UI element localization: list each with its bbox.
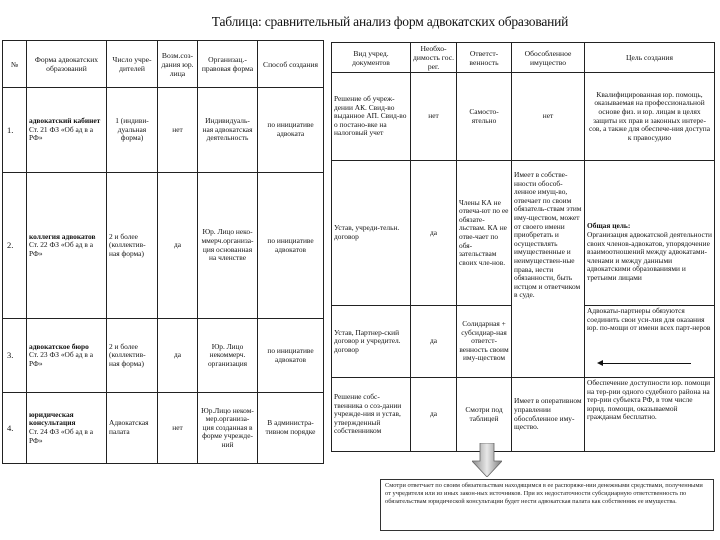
table-row bbox=[3, 393, 324, 464]
goal-common-text: Организация адвокатской деятельности своих членов-адвокатов, упорядочение взаимоотношений между адвокатами-членами и между данными адвокатскими образованиями и третьими лицами bbox=[587, 230, 712, 282]
row-num: 2. bbox=[3, 173, 27, 319]
row-num: 3. bbox=[3, 319, 27, 393]
form-cell bbox=[27, 393, 107, 464]
table-row bbox=[332, 161, 715, 306]
method-cell: В администра-тивном порядке bbox=[258, 393, 324, 464]
header-property: Обособленное имущество bbox=[512, 43, 585, 73]
property-cell: Имеет в собстве-нности обособ-ленное имущ-во, отвечает по своим обязатель-ствам этим иму-ществом, может от своего имени приобретать и осуществлять имущественные и неимуществен-ные права, нести обязанности, быть истцом и ответчиком в суде. bbox=[512, 161, 585, 378]
goal-cell: Обеспечение доступности юр. помощи на тер-рии одного судебного района на тер-рии субъекта РФ, в том числе юрид. помощи, оказываемой гражданам бесплатно. bbox=[585, 378, 715, 452]
org-form-cell: Юр. Лицо неко-ммерч.организа-ция основанная на членстве bbox=[198, 173, 258, 319]
method-cell: по инициативе адвоката bbox=[258, 88, 324, 173]
arrow-down-icon bbox=[472, 443, 502, 477]
registration-cell: нет bbox=[411, 73, 457, 161]
table-row bbox=[3, 319, 324, 393]
header-legal-entity: Возм.соз-дания юр. лица bbox=[158, 41, 198, 88]
table-row bbox=[332, 73, 715, 161]
header-registration: Необхо-димость гос. рег. bbox=[411, 43, 457, 73]
property-cell: Имеет в оперативном управлении обособленное иму-щество. bbox=[512, 378, 585, 452]
left-comparison-table bbox=[2, 40, 324, 464]
page-title: Таблица: сравнительный анализ форм адвокатских образований bbox=[211, 14, 569, 29]
documents-cell: Устав, учреди-тельн. договор bbox=[332, 161, 411, 306]
form-cell bbox=[27, 319, 107, 393]
goal-common-title: Общая цель: bbox=[587, 221, 631, 231]
row-num: 4. bbox=[3, 393, 27, 464]
documents-cell: Решение об учреж-дении АК. Свид-во выданное АП. Свид-во о постано-вке на налоговый учет bbox=[332, 73, 411, 161]
responsibility-cell: Смотри под таблицей bbox=[457, 378, 512, 452]
right-header-row bbox=[332, 43, 715, 73]
org-form-cell: Юр.Лицо неком-мер.организа-ция созданная в форме учрежде-ний bbox=[198, 393, 258, 464]
legal-entity-cell: нет bbox=[158, 393, 198, 464]
org-form-cell: Юр. Лицо некоммерч. организация bbox=[198, 319, 258, 393]
right-comparison-table bbox=[331, 42, 715, 452]
form-cell bbox=[27, 88, 107, 173]
header-num: № bbox=[3, 41, 27, 88]
goal-cell bbox=[585, 161, 715, 306]
org-form-cell: Индивидуаль-ная адвокатская деятельность bbox=[198, 88, 258, 173]
registration-cell: да bbox=[411, 306, 457, 378]
responsibility-cell: Солидарная + субсидиар-ная ответст-венность своим иму-ществом bbox=[457, 306, 512, 378]
form-name: адвокатское бюро bbox=[29, 341, 89, 351]
property-cell: нет bbox=[512, 73, 585, 161]
founders-cell: 2 и более (коллектив-ная форма) bbox=[107, 173, 158, 319]
header-form: Форма адвокатских образований bbox=[27, 41, 107, 88]
documents-cell: Решение собс-твенника о соз-дании учрежде-ния и устав, утвержденный собственником bbox=[332, 378, 411, 452]
form-name: коллегия адвокатов bbox=[29, 231, 96, 241]
footnote: Смотри ответчает по своим обязательствам находящимся в ее распоряже-нии денежными средствами, полученными от учредителя или из иных закон-ных источников. При их недостаточности субсидиарную ответственность по обязательствам юридической консультации будет нести адвокатская палата как собственник ее имущества. bbox=[380, 479, 714, 531]
documents-cell: Устав, Партнер-ский договор и учредител. договор bbox=[332, 306, 411, 378]
form-law: Ст. 23 ФЗ «Об ад в а РФ» bbox=[29, 350, 93, 368]
header-method: Способ создания bbox=[258, 41, 324, 88]
founders-cell: 2 и более (коллектив-ная форма) bbox=[107, 319, 158, 393]
partners-arrow-line bbox=[601, 363, 691, 364]
form-law: Ст. 22 ФЗ «Об ад в а РФ» bbox=[29, 240, 93, 258]
header-founders: Число учре-дителей bbox=[107, 41, 158, 88]
header-org-form: Организац.-правовая форма bbox=[198, 41, 258, 88]
method-cell: по инициативе адвокатов bbox=[258, 173, 324, 319]
legal-entity-cell: да bbox=[158, 319, 198, 393]
founders-cell: Адвокатская палата bbox=[107, 393, 158, 464]
responsibility-cell: Самосто-ятельно bbox=[457, 73, 512, 161]
goal-cell: Квалифицированная юр. помощь, оказываемая на профессиональной основе физ. и юр. лицам в целях защиты их прав и законных интере-сов, а также для обеспече-ния доступа к правосудию bbox=[585, 73, 715, 161]
form-name: юридическая консультация bbox=[29, 409, 76, 428]
table-row bbox=[3, 88, 324, 173]
form-law: Ст. 21 ФЗ «Об ад в а РФ» bbox=[29, 124, 93, 143]
table-row bbox=[3, 173, 324, 319]
header-goal: Цель создания bbox=[585, 43, 715, 73]
method-cell: по инициативе адвокатов bbox=[258, 319, 324, 393]
legal-entity-cell: да bbox=[158, 173, 198, 319]
form-name: адвокатский кабинет bbox=[29, 116, 101, 126]
founders-cell: 1 (индиви-дуальная форма) bbox=[107, 88, 158, 173]
legal-entity-cell: нет bbox=[158, 88, 198, 173]
form-cell bbox=[27, 173, 107, 319]
form-law: Ст. 24 ФЗ «Об ад в а РФ» bbox=[29, 427, 93, 445]
table-row bbox=[332, 378, 715, 452]
row-num: 1. bbox=[3, 88, 27, 173]
registration-cell: да bbox=[411, 378, 457, 452]
goal-cell: Адвокаты-партнеры обязуются соединить свои уси-лия для оказания юр. по-мощи от имени всех парт-неров bbox=[585, 306, 715, 378]
left-header-row bbox=[3, 41, 324, 88]
header-documents: Вид учред. документов bbox=[332, 43, 411, 73]
registration-cell: да bbox=[411, 161, 457, 306]
arrow-left-icon bbox=[597, 360, 603, 366]
responsibility-cell: Члены КА не отвеча-ют по ее обязате-льствам. КА не отве-чает по обя-зательствам своих чле-нов. bbox=[457, 161, 512, 306]
header-responsibility: Ответст-венность bbox=[457, 43, 512, 73]
